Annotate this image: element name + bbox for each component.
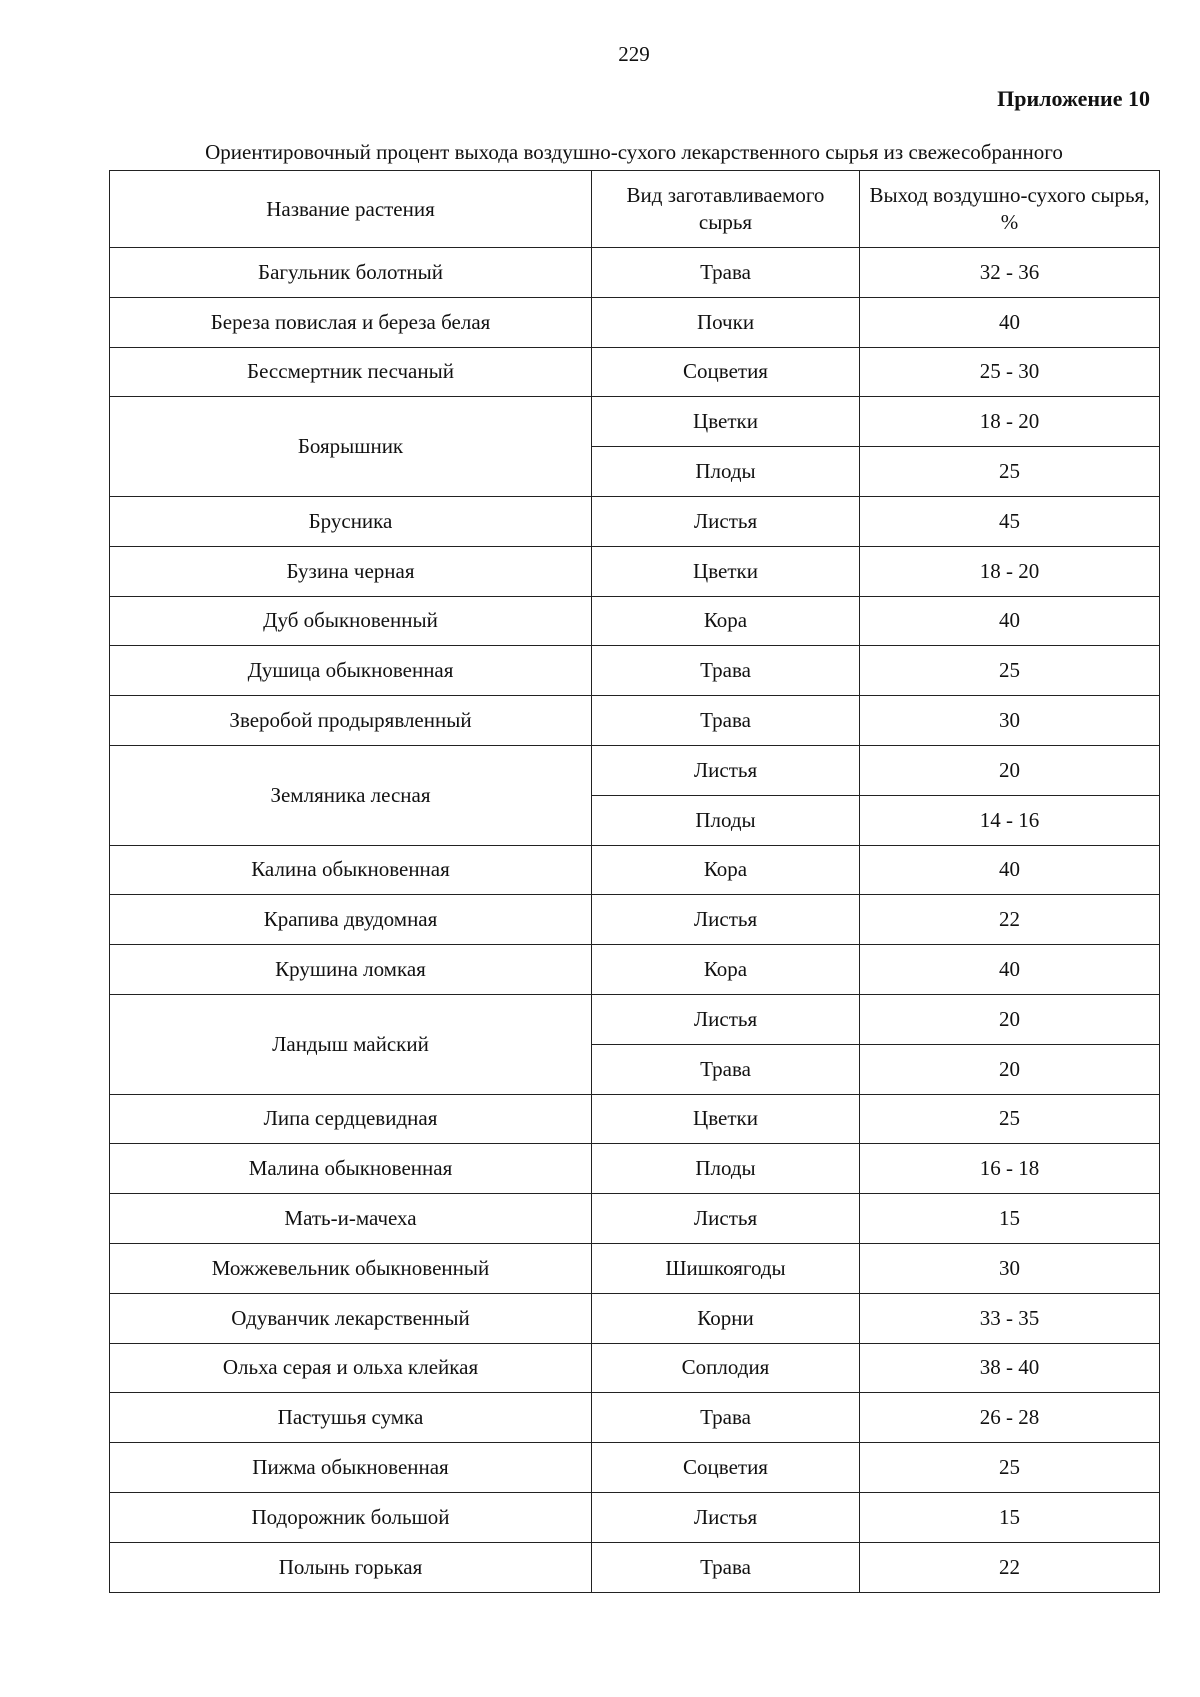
cell-plant-name: Береза повислая и береза белая — [110, 297, 592, 347]
cell-raw-type: Цветки — [592, 397, 860, 447]
cell-raw-type: Кора — [592, 945, 860, 995]
cell-raw-type: Трава — [592, 1044, 860, 1094]
cell-dry-yield: 40 — [860, 845, 1160, 895]
table-caption: Ориентировочный процент выхода воздушно-сухого лекарственного сырья из свежесобранного — [205, 140, 1063, 164]
cell-raw-type: Трава — [592, 1542, 860, 1592]
table-row — [110, 248, 1160, 298]
cell-raw-type: Трава — [592, 248, 860, 298]
cell-raw-type: Трава — [592, 1393, 860, 1443]
cell-plant-name: Пижма обыкновенная — [110, 1443, 592, 1493]
cell-plant-name: Полынь горькая — [110, 1542, 592, 1592]
cell-dry-yield: 25 - 30 — [860, 347, 1160, 397]
cell-plant-name: Мать-и-мачеха — [110, 1194, 592, 1244]
cell-raw-type: Листья — [592, 745, 860, 795]
cell-plant-name: Дуб обыкновенный — [110, 596, 592, 646]
table-row — [110, 646, 1160, 696]
cell-raw-type: Корни — [592, 1293, 860, 1343]
cell-plant-name: Зверобой продырявленный — [110, 696, 592, 746]
page-number: 229 — [618, 42, 650, 66]
cell-dry-yield: 16 - 18 — [860, 1144, 1160, 1194]
cell-raw-type: Листья — [592, 994, 860, 1044]
table-row — [110, 1393, 1160, 1443]
table-row — [110, 397, 1160, 447]
cell-dry-yield: 30 — [860, 1243, 1160, 1293]
cell-raw-type: Плоды — [592, 1144, 860, 1194]
cell-raw-type: Трава — [592, 646, 860, 696]
cell-plant-name: Можжевельник обыкновенный — [110, 1243, 592, 1293]
table-row — [110, 546, 1160, 596]
cell-dry-yield: 26 - 28 — [860, 1393, 1160, 1443]
cell-dry-yield: 20 — [860, 994, 1160, 1044]
cell-dry-yield: 22 — [860, 1542, 1160, 1592]
cell-plant-name: Пастушья сумка — [110, 1393, 592, 1443]
table-row — [110, 845, 1160, 895]
cell-dry-yield: 30 — [860, 696, 1160, 746]
table-row — [110, 347, 1160, 397]
cell-plant-name: Одуванчик лекарственный — [110, 1293, 592, 1343]
cell-raw-type: Соцветия — [592, 347, 860, 397]
cell-plant-name: Багульник болотный — [110, 248, 592, 298]
cell-dry-yield: 22 — [860, 895, 1160, 945]
cell-dry-yield: 38 - 40 — [860, 1343, 1160, 1393]
header-plant-name: Название растения — [110, 171, 592, 248]
table-row — [110, 596, 1160, 646]
cell-plant-name: Липа сердцевидная — [110, 1094, 592, 1144]
cell-raw-type: Листья — [592, 1194, 860, 1244]
cell-raw-type: Кора — [592, 596, 860, 646]
table-row — [110, 945, 1160, 995]
cell-plant-name: Крушина ломкая — [110, 945, 592, 995]
table-row — [110, 1492, 1160, 1542]
cell-raw-type: Цветки — [592, 546, 860, 596]
cell-dry-yield: 40 — [860, 297, 1160, 347]
cell-plant-name: Бессмертник песчаный — [110, 347, 592, 397]
table-row — [110, 1293, 1160, 1343]
cell-raw-type: Цветки — [592, 1094, 860, 1144]
cell-raw-type: Соплодия — [592, 1343, 860, 1393]
cell-dry-yield: 15 — [860, 1194, 1160, 1244]
table-header-row — [110, 171, 1160, 248]
table-row — [110, 1194, 1160, 1244]
cell-plant-name: Боярышник — [110, 397, 592, 497]
cell-dry-yield: 25 — [860, 1094, 1160, 1144]
table-row — [110, 1542, 1160, 1592]
table-row — [110, 696, 1160, 746]
table-row — [110, 1443, 1160, 1493]
table-row — [110, 745, 1160, 795]
cell-dry-yield: 32 - 36 — [860, 248, 1160, 298]
cell-plant-name: Брусника — [110, 496, 592, 546]
cell-dry-yield: 20 — [860, 1044, 1160, 1094]
cell-plant-name: Малина обыкновенная — [110, 1144, 592, 1194]
cell-raw-type: Трава — [592, 696, 860, 746]
table-row — [110, 1343, 1160, 1393]
cell-raw-type: Кора — [592, 845, 860, 895]
cell-raw-type: Листья — [592, 496, 860, 546]
cell-raw-type: Листья — [592, 1492, 860, 1542]
cell-raw-type: Плоды — [592, 795, 860, 845]
cell-dry-yield: 14 - 16 — [860, 795, 1160, 845]
table-row — [110, 1243, 1160, 1293]
cell-dry-yield: 25 — [860, 447, 1160, 497]
table-row — [110, 1144, 1160, 1194]
table-body — [110, 248, 1160, 1593]
cell-raw-type: Листья — [592, 895, 860, 945]
cell-dry-yield: 18 - 20 — [860, 397, 1160, 447]
table-row — [110, 496, 1160, 546]
cell-plant-name: Калина обыкновенная — [110, 845, 592, 895]
cell-dry-yield: 40 — [860, 596, 1160, 646]
cell-plant-name: Подорожник большой — [110, 1492, 592, 1542]
cell-plant-name: Крапива двудомная — [110, 895, 592, 945]
cell-raw-type: Соцветия — [592, 1443, 860, 1493]
table-row — [110, 895, 1160, 945]
cell-raw-type: Плоды — [592, 447, 860, 497]
header-dry-yield: Выход воздушно-сухого сырья, % — [860, 171, 1160, 248]
cell-dry-yield: 25 — [860, 646, 1160, 696]
cell-dry-yield: 18 - 20 — [860, 546, 1160, 596]
cell-dry-yield: 45 — [860, 496, 1160, 546]
cell-dry-yield: 15 — [860, 1492, 1160, 1542]
appendix-label: Приложение 10 — [997, 86, 1150, 111]
table-row — [110, 1094, 1160, 1144]
table-row — [110, 297, 1160, 347]
cell-plant-name: Ольха серая и ольха клейкая — [110, 1343, 592, 1393]
header-raw-type: Вид заготавливаемого сырья — [592, 171, 860, 248]
cell-dry-yield: 20 — [860, 745, 1160, 795]
cell-raw-type: Шишкоягоды — [592, 1243, 860, 1293]
cell-plant-name: Ландыш майский — [110, 994, 592, 1094]
cell-plant-name: Душица обыкновенная — [110, 646, 592, 696]
cell-dry-yield: 40 — [860, 945, 1160, 995]
table-row — [110, 994, 1160, 1044]
cell-dry-yield: 33 - 35 — [860, 1293, 1160, 1343]
cell-plant-name: Земляника лесная — [110, 745, 592, 845]
cell-dry-yield: 25 — [860, 1443, 1160, 1493]
cell-raw-type: Почки — [592, 297, 860, 347]
cell-plant-name: Бузина черная — [110, 546, 592, 596]
raw-material-yield-table — [109, 170, 1160, 1593]
